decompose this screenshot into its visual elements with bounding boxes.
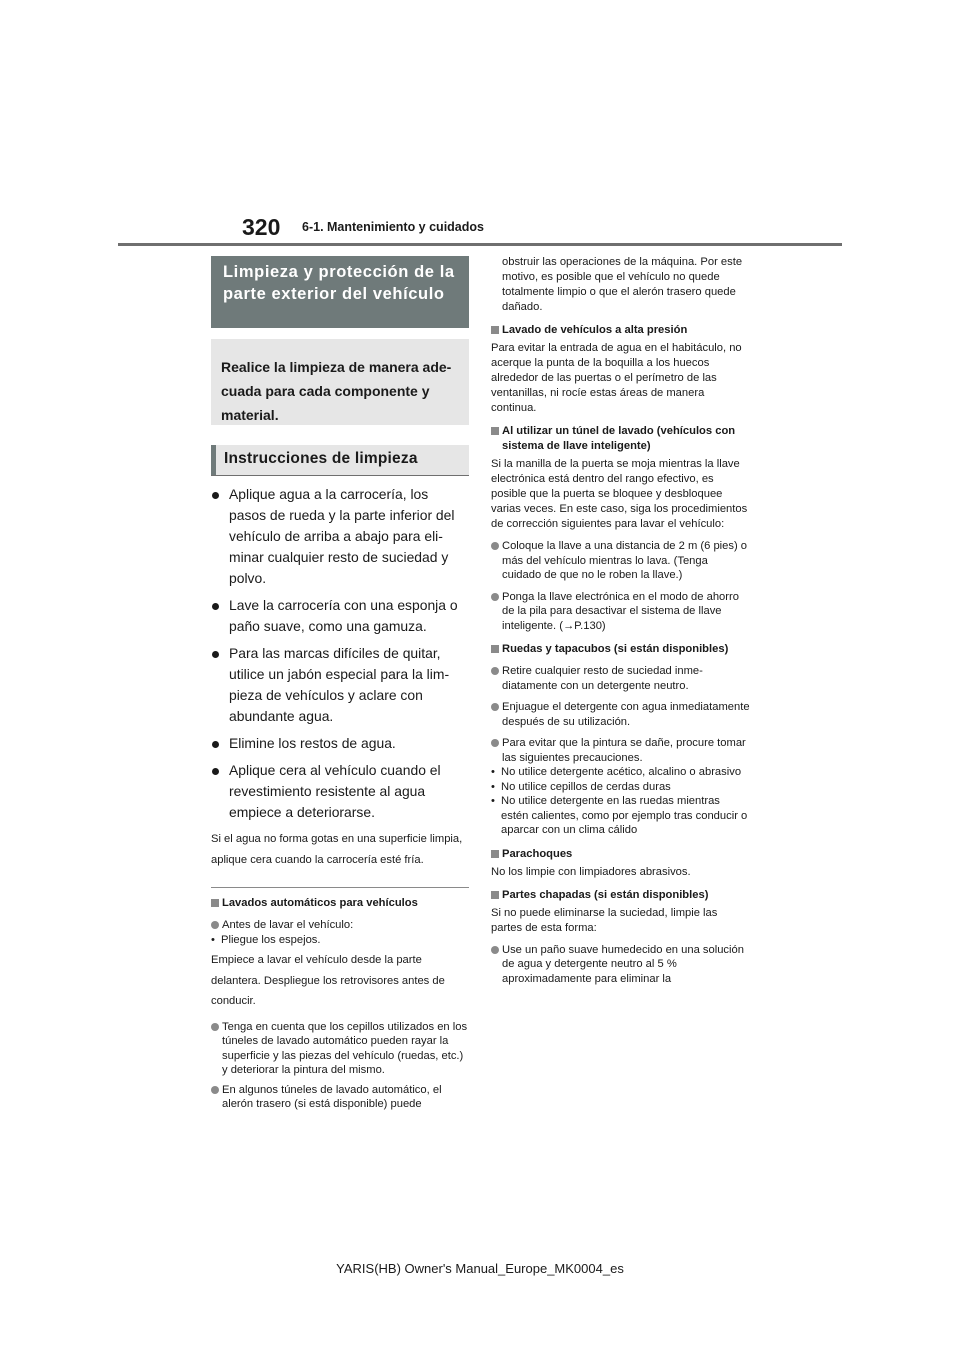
list-item: Aplique cera al vehículo cuando el revestimiento resistente al agua empiece a deteriorarse. <box>211 760 469 823</box>
subheader: Instrucciones de limpieza <box>211 445 469 475</box>
bullet-icon <box>212 492 219 499</box>
bullet-icon <box>212 741 219 748</box>
dash-item: • No utilice detergente en las ruedas mientras estén calientes, como por ejemplo tras conducir o aparcar con un clima cálido <box>491 795 748 836</box>
bumpers-paragraph: No los limpie con limpiadores abrasivos. <box>491 865 691 878</box>
cleaning-steps <box>211 484 469 823</box>
wheels-bullet: Para evitar que la pintura se dañe, procure tomar las siguientes precauciones. • No utilice detergente acético, alcalino o abrasivo • No utilice cepillos de cerdas duras • No utilice detergente en las ruedas mientras estén calientes, como por ejemplo tras conducir o aparcar con un clima cálido <box>491 736 750 838</box>
bullet-icon <box>491 593 499 601</box>
square-icon <box>491 891 499 899</box>
wheels-heading: Ruedas y tapacubos (si están disponibles) <box>491 642 750 657</box>
list-item: Elimine los restos de agua. <box>211 733 469 754</box>
tunnel-bullet: Ponga la llave electrónica en el modo de ahorro de la pila para desactivar el sistema de llave inteligente. (→P.130) <box>491 590 750 634</box>
bullet-icon <box>491 739 499 747</box>
list-item: Aplique agua a la carrocería, los pasos de rueda y la parte inferior del vehículo de arriba a abajo para eliminar cualquier resto de suciedad y polvo. <box>211 484 469 589</box>
bullet-icon <box>491 542 499 550</box>
dash-item: • No utilice cepillos de cerdas duras <box>491 780 671 793</box>
bumpers-heading: Parachoques <box>491 847 750 862</box>
topic-intro: Realice la limpieza de manera adecuada para cada componente y material. <box>211 339 469 425</box>
auto-wash-bullet: Tenga en cuenta que los cepillos utilizados en los túneles de lavado automático pueden rayar la superficie y las piezas del vehículo (ruedas, etc.) y deteriorar la pintura del mismo. <box>211 1020 469 1078</box>
tunnel-bullet: Coloque la llave a una distancia de 2 m (6 pies) o más del vehículo mientras lo lava. (Tenga cuidado de que no le roben la llave.) <box>491 539 750 583</box>
left-column <box>211 256 469 1112</box>
section-title: 6-1. Mantenimiento y cuidados <box>302 220 484 234</box>
square-icon <box>491 326 499 334</box>
bullet-icon <box>211 1086 219 1094</box>
list-item: Para las marcas difíciles de quitar, utilice un jabón especial para la limpieza de vehículos y aclare con abundante agua. <box>211 643 469 727</box>
wheels-bullet: Enjuague el detergente con agua inmediatamente después de su utilización. <box>491 700 750 729</box>
bullet-icon <box>212 603 219 610</box>
auto-wash-bullet: En algunos túneles de lavado automático, el alerón trasero (si está disponible) puede <box>211 1083 469 1112</box>
square-icon <box>491 427 499 435</box>
tunnel-paragraph: Si la manilla de la puerta se moja mientras la llave electrónica está dentro del rango efectivo, es posible que la puerta se bloquee y desbloquee varias veces. En este caso, siga los procedimientos de corrección siguientes para lavar el vehículo: <box>491 458 748 530</box>
bullet-icon <box>491 667 499 675</box>
auto-wash-bullet: Antes de lavar el vehículo: • Pliegue los espejos. <box>211 918 469 947</box>
bullet-icon <box>212 768 219 775</box>
wheels-bullet: Retire cualquier resto de suciedad inmediatamente con un detergente neutro. <box>491 664 750 693</box>
subheader-rule <box>211 475 469 476</box>
page-number: 320 <box>242 214 281 240</box>
list-item: Lave la carrocería con una esponja o paño suave, como una gamuza. <box>211 595 469 637</box>
topic-title: Limpieza y protección de la parte exterior del vehículo <box>211 256 469 328</box>
continued-paragraph: obstruir las operaciones de la máquina. Por este motivo, es posible que el vehículo no quede totalmente limpio o que el alerón trasero quede dañado. <box>502 256 743 313</box>
auto-wash-paragraph: Empiece a lavar el vehículo desde la parte delantera. Despliegue los retrovisores antes de conducir. <box>211 954 445 1007</box>
square-icon <box>491 645 499 653</box>
square-icon <box>211 899 219 907</box>
bullet-icon <box>211 921 219 929</box>
dash-item: • Pliegue los espejos. <box>211 933 321 946</box>
bullet-icon <box>212 651 219 658</box>
footer: YARIS(HB) Owner's Manual_Europe_MK0004_es <box>336 1261 624 1276</box>
plated-bullet: Use un paño suave humedecido en una solución de agua y detergente neutro al 5 % aproximadamente para eliminar la <box>491 943 750 987</box>
right-column <box>491 255 750 986</box>
header-rule <box>118 243 842 246</box>
high-pressure-heading: Lavado de vehículos a alta presión <box>491 323 750 338</box>
divider <box>211 887 469 888</box>
auto-wash-heading: Lavados automáticos para vehículos <box>211 896 469 911</box>
dash-item: • No utilice detergente acético, alcalino o abrasivo <box>491 766 742 778</box>
square-icon <box>491 850 499 858</box>
plated-paragraph: Si no puede eliminarse la suciedad, limpie las partes de esta forma: <box>491 906 718 934</box>
tunnel-heading: Al utilizar un túnel de lavado (vehículos con sistema de llave inteligente) <box>491 424 750 454</box>
bullet-icon <box>491 946 499 954</box>
bullet-icon <box>211 1023 219 1031</box>
wax-note: Si el agua no forma gotas en una superficie limpia, aplique cera cuando la carrocería esté fría. <box>211 833 463 866</box>
bullet-icon <box>491 703 499 711</box>
plated-heading: Partes chapadas (si están disponibles) <box>491 888 750 903</box>
high-pressure-paragraph: Para evitar la entrada de agua en el habitáculo, no acerque la punta de la boquilla a los huecos alrededor de las puertas o el perímetro de las ventanillas, ni rocíe estas áreas de manera continua. <box>491 342 742 414</box>
